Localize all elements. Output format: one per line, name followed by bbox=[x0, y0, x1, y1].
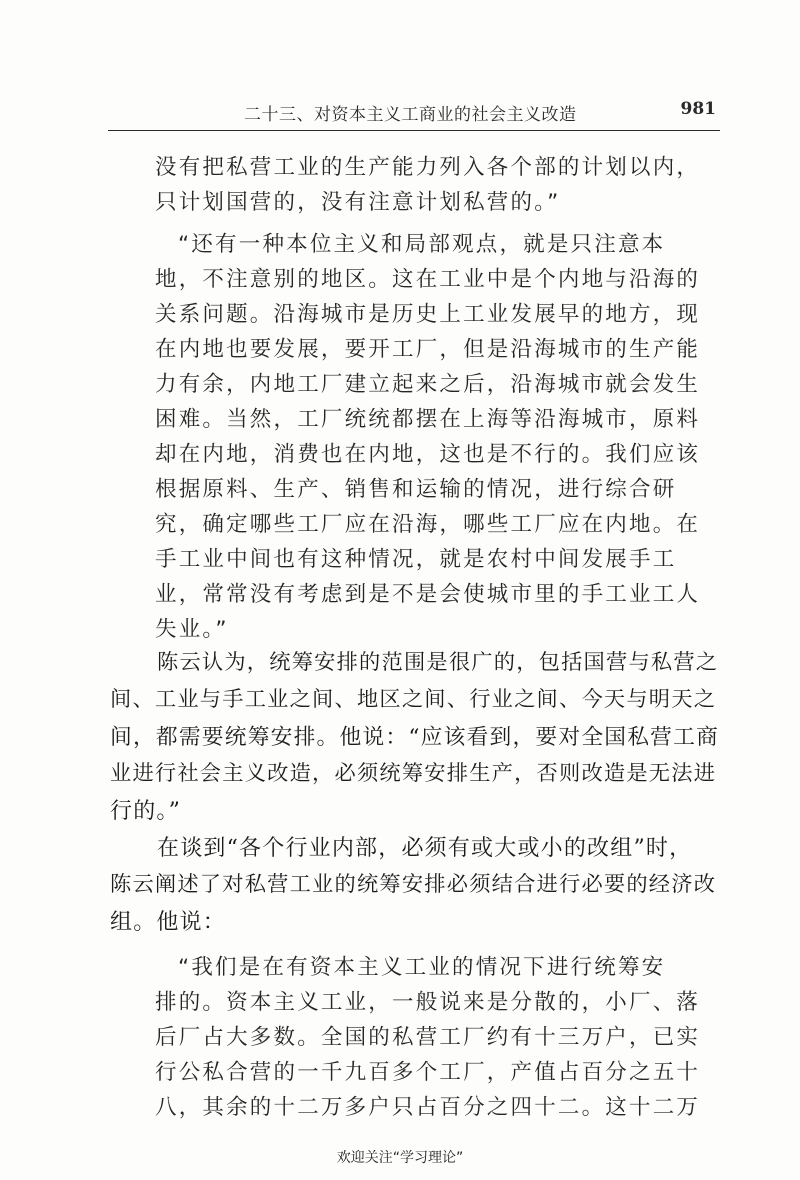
text-line: 行的。” bbox=[110, 799, 182, 824]
text-line: 排的。资本主义工业，一般说来是分散的，小厂、落 bbox=[155, 990, 701, 1015]
text-line: 陈云阐述了对私营工业的统筹安排必须结合进行必要的经济改 bbox=[110, 872, 717, 897]
text-line: 没有把私营工业的生产能力列入各个部的计划以内， bbox=[155, 155, 701, 180]
text-line: 间、工业与手工业之间、地区之间、行业之间、今天与明天之 bbox=[110, 687, 717, 712]
text-line: 陈云认为，统筹安排的范围是很广的，包括国营与私营之 bbox=[157, 650, 719, 675]
text-line: 困难。当然，工厂统统都摆在上海等沿海城市，原料 bbox=[155, 407, 701, 432]
page-number: 981 bbox=[680, 99, 716, 119]
text-line: 却在内地，消费也在内地，这也是不行的。我们应该 bbox=[155, 442, 701, 467]
text-line: 组。他说： bbox=[110, 910, 227, 935]
text-line: 失业。” bbox=[155, 617, 229, 642]
text-line: 究，确定哪些工厂应在沿海，哪些工厂应在内地。在 bbox=[155, 512, 701, 537]
running-header bbox=[108, 96, 720, 131]
text-line: 业，常常没有考虑到是不是会使城市里的手工业工人 bbox=[155, 582, 701, 607]
text-line: 关系问题。沿海城市是历史上工业发展早的地方，现 bbox=[155, 302, 701, 327]
text-line: “我们是在有资本主义工业的情况下进行统筹安 bbox=[178, 955, 666, 980]
text-line: 间，都需要统筹安排。他说：“应该看到，要对全国私营工商 bbox=[110, 725, 720, 750]
text-line: 后厂占大多数。全国的私营工厂约有十三万户，已实 bbox=[155, 1025, 701, 1050]
text-line: 在谈到“各个行业内部，必须有或大或小的改组”时， bbox=[157, 836, 693, 861]
text-line: 根据原料、生产、销售和运输的情况，进行综合研 bbox=[155, 477, 677, 502]
text-line: 只计划国营的，没有注意计划私营的。” bbox=[155, 190, 561, 215]
text-line: 手工业中间也有这种情况，就是农村中间发展手工 bbox=[155, 547, 677, 572]
text-line: 业进行社会主义改造，必须统筹安排生产，否则改造是无法进 bbox=[110, 761, 717, 786]
text-line: 八，其余的十二万多户只占百分之四十二。这十二万 bbox=[155, 1095, 701, 1120]
chapter-title: 二十三、对资本主义工商业的社会主义改造 bbox=[244, 105, 577, 125]
text-line: 地，不注意别的地区。这在工业中是个内地与沿海的 bbox=[155, 267, 701, 292]
text-line: 在内地也要发展，要开工厂，但是沿海城市的生产能 bbox=[155, 337, 701, 362]
footer-caption: 欢迎关注“学习理论” bbox=[336, 1150, 464, 1166]
text-line: “还有一种本位主义和局部观点，就是只注意本 bbox=[178, 232, 666, 257]
text-line: 力有余，内地工厂建立起来之后，沿海城市就会发生 bbox=[155, 372, 701, 397]
text-line: 行公私合营的一千九百多个工厂，产值占百分之五十 bbox=[155, 1060, 701, 1085]
